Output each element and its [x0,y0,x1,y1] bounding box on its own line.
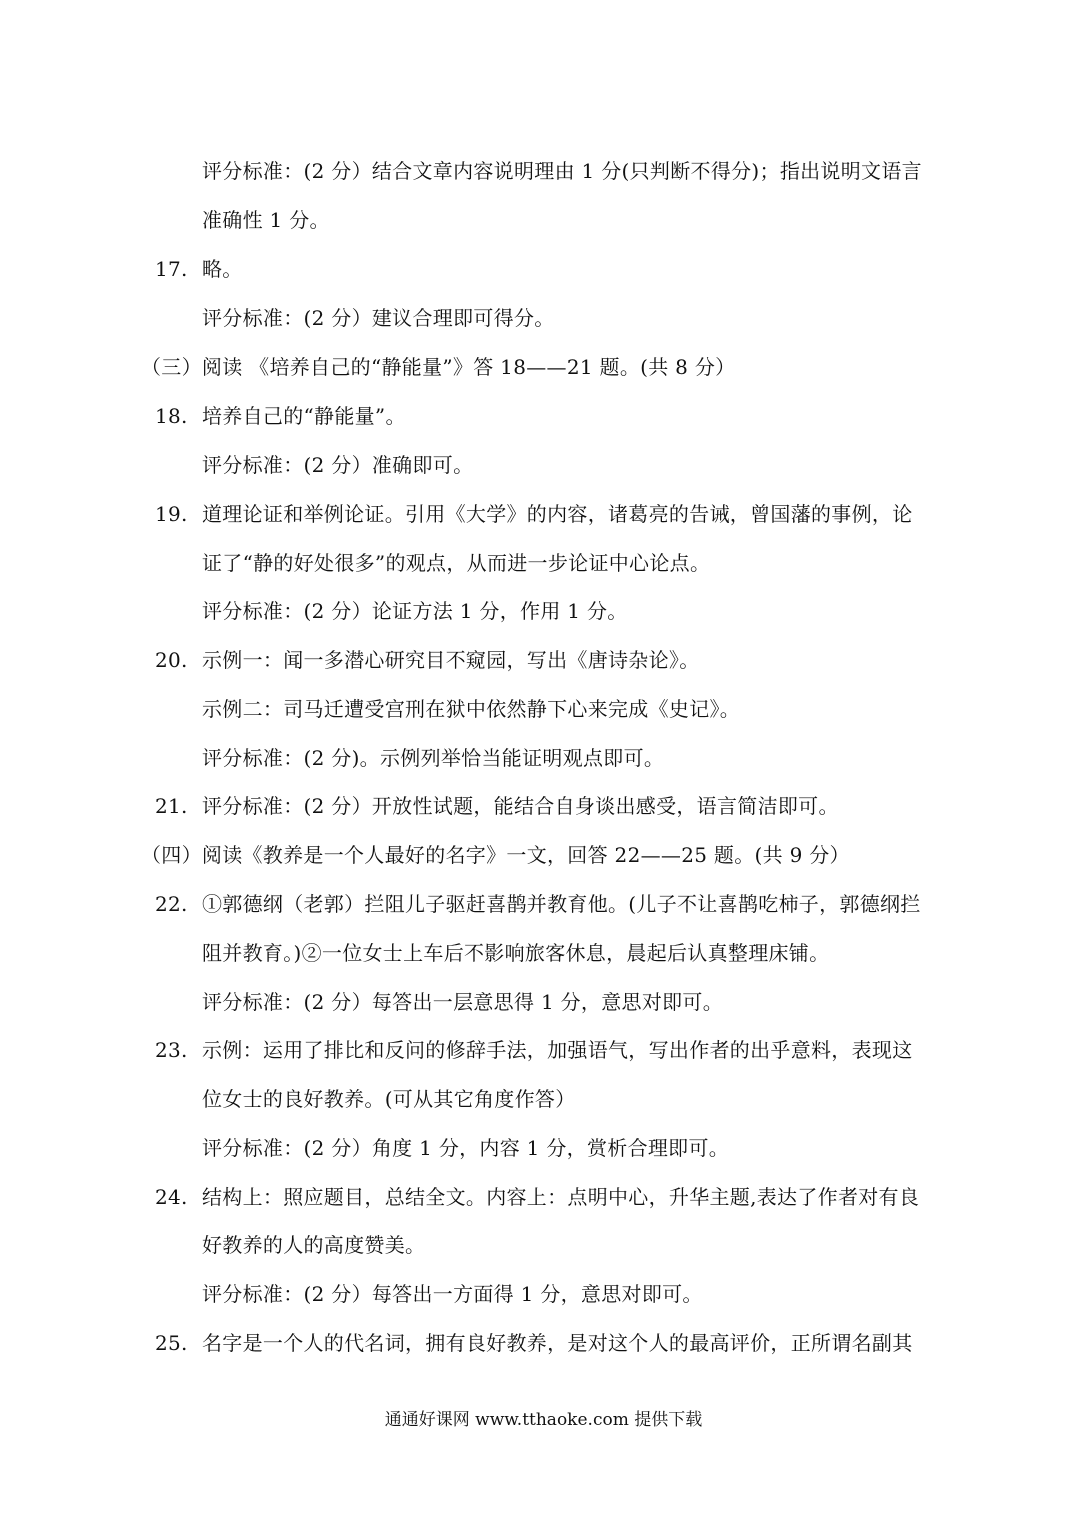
answer-line: 略。 [202,257,243,281]
text-line: 位女士的良好教养。(可从其它角度作答） [202,1087,576,1111]
text-line: 评分标准：(2 分）准确即可。 [202,453,474,477]
text-line: （四）阅读《教养是一个人最好的名字》一文，回答 22——25 题。(共 9 分） [141,843,850,867]
question-number: 18. [155,404,188,428]
answer-line: 名字是一个人的代名词，拥有良好教养，是对这个人的最高评价，正所谓名副其 [202,1331,913,1355]
question-number: 19. [155,502,188,526]
text-line: 评分标准：(2 分）每答出一方面得 1 分，意思对即可。 [202,1282,703,1306]
text-line: 评分标准：(2 分）结合文章内容说明理由 1 分(只判断不得分)；指出说明文语言 [202,159,922,183]
question-number: 20. [155,648,188,672]
text-line: （三）阅读 《培养自己的“静能量”》答 18——21 题。(共 8 分） [141,355,736,379]
page-footer: 通通好课网 www.tthaoke.com 提供下载 [384,1410,703,1430]
question-number: 17. [155,257,188,281]
answer-line: 培养自己的“静能量”。 [202,404,406,428]
text-line: 证了“静的好处很多”的观点，从而进一步论证中心论点。 [202,551,711,575]
answer-line: ①郭德纲（老郭）拦阻儿子驱赶喜鹊并教育他。(儿子不让喜鹊吃柿子，郭德纲拦 [202,892,921,916]
text-line: 好教养的人的高度赞美。 [202,1233,426,1257]
answer-line: 评分标准：(2 分）开放性试题，能结合自身谈出感受，语言简洁即可。 [202,794,839,818]
answer-line: 道理论证和举例论证。引用《大学》的内容，诸葛亮的告诫，曾国藩的事例，论 [202,502,913,526]
text-line: 评分标准：(2 分）建议合理即可得分。 [202,306,555,330]
text-line: 评分标准：(2 分）角度 1 分，内容 1 分，赏析合理即可。 [202,1136,730,1160]
answer-line: 示例：运用了排比和反问的修辞手法，加强语气，写出作者的出乎意料，表现这 [202,1038,913,1062]
text-line: 阻并教育。)②一位女士上车后不影响旅客休息，晨起后认真整理床铺。 [202,941,830,965]
text-line: 评分标准：(2 分)。示例列举恰当能证明观点即可。 [202,746,665,770]
question-number: 22. [155,892,188,916]
text-line: 准确性 1 分。 [202,208,330,232]
text-line: 评分标准：(2 分）论证方法 1 分，作用 1 分。 [202,599,628,623]
text-line: 评分标准：(2 分）每答出一层意思得 1 分，意思对即可。 [202,990,724,1014]
question-number: 23. [155,1038,188,1062]
text-line: 示例二：司马迁遭受宫刑在狱中依然静下心来完成《史记》。 [202,697,741,721]
answer-line: 结构上：照应题目，总结全文。内容上：点明中心，升华主题,表达了作者对有良 [202,1185,920,1209]
question-number: 25. [155,1331,188,1355]
answer-line: 示例一：闻一多潜心研究目不窥园，写出《唐诗杂论》。 [202,648,700,672]
question-number: 21. [155,794,188,818]
question-number: 24. [155,1185,188,1209]
